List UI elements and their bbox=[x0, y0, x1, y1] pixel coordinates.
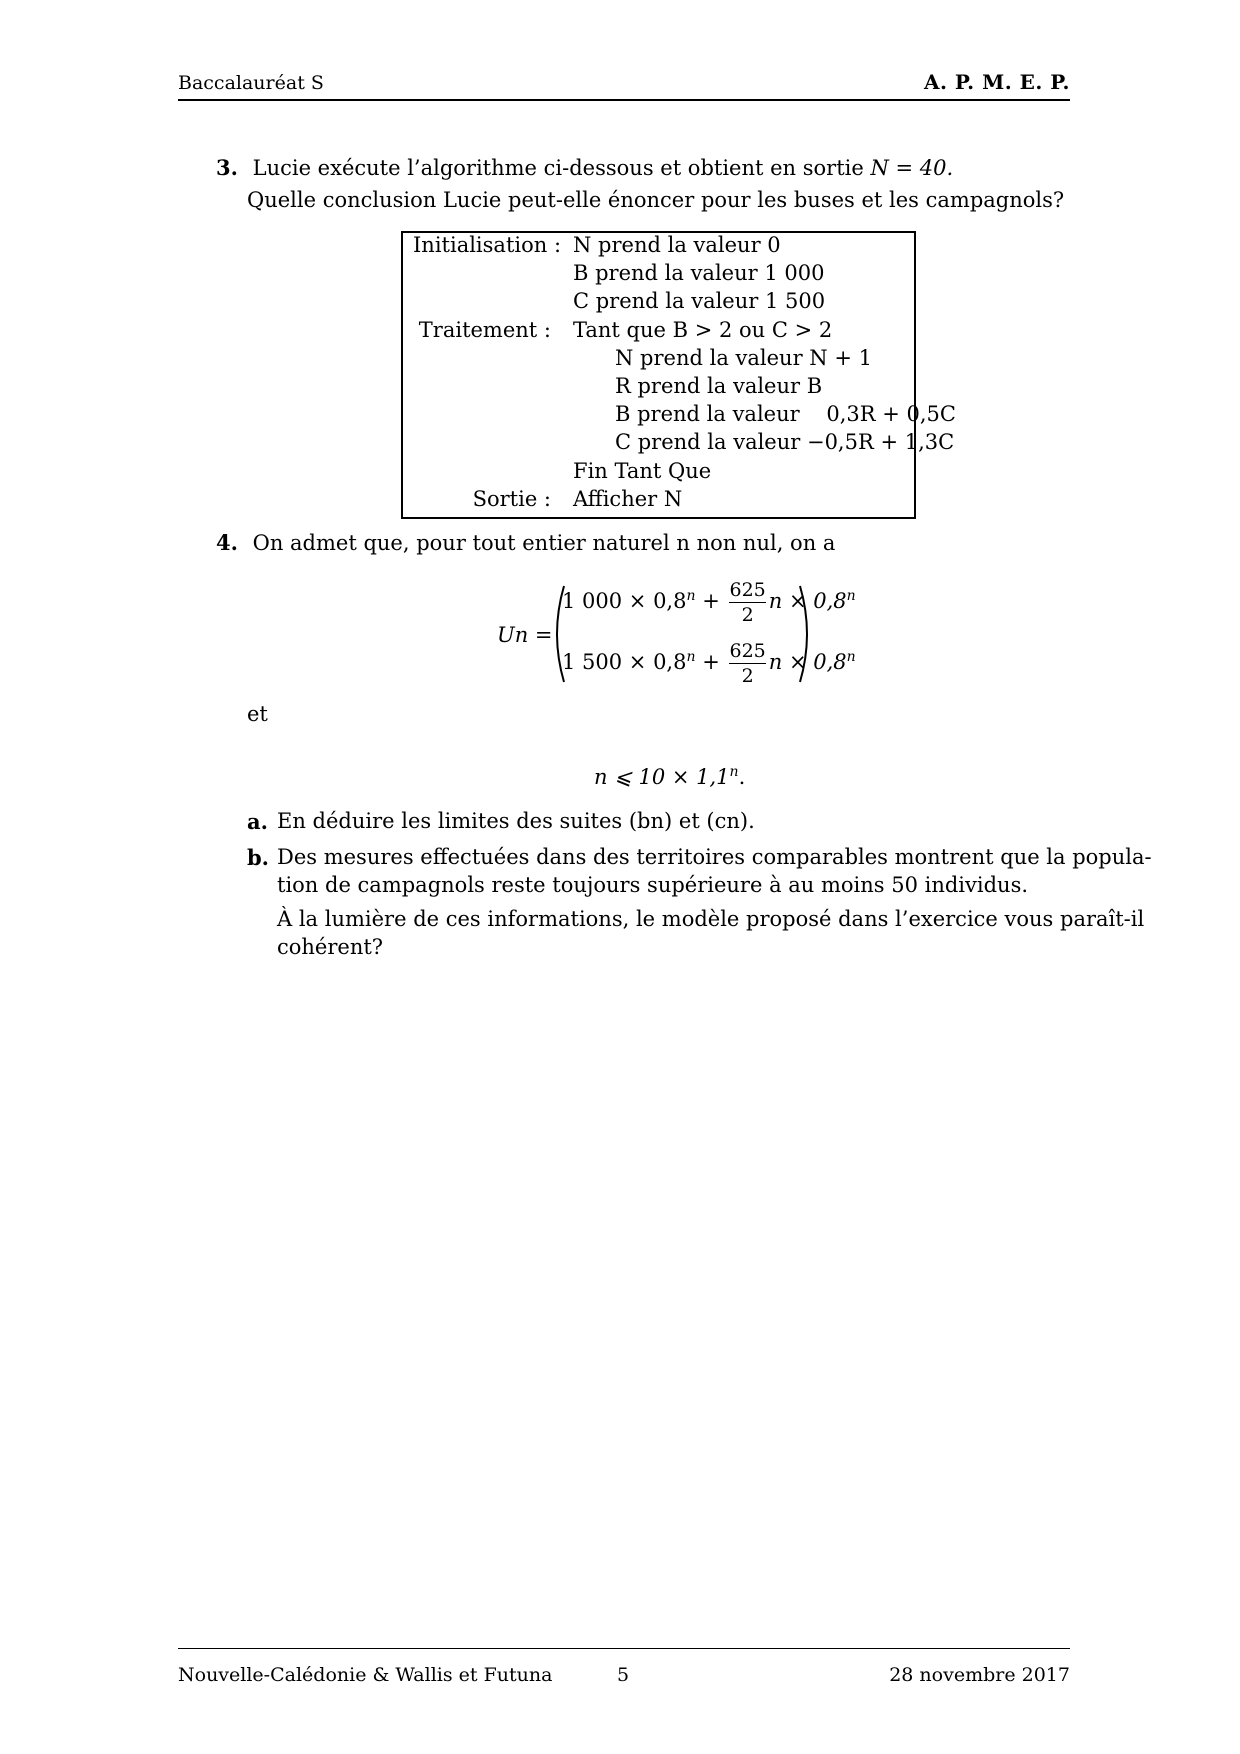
conjunction-et: et bbox=[247, 702, 268, 726]
footer-date: 28 novembre 2017 bbox=[889, 1664, 1070, 1686]
algorithm-init-label: Initialisation : bbox=[413, 233, 562, 257]
algorithm-output-label: Sortie : bbox=[472, 487, 551, 511]
page-number: 5 bbox=[617, 1664, 630, 1686]
inequality: n ⩽ $10 \times 1,1^n$. bbox=[594, 764, 746, 789]
algorithm-init-line-1: N prend la valeur 0 bbox=[573, 233, 781, 257]
part-b-line-4: cohérent? bbox=[277, 935, 384, 959]
fraction-1: $\frac{625}{2}$ bbox=[729, 579, 766, 626]
algorithm-end-while: Fin Tant Que bbox=[573, 459, 712, 483]
part-b: b. bbox=[247, 845, 269, 870]
algorithm-output-line: Afficher N bbox=[573, 487, 683, 511]
question-4-number: 4. bbox=[216, 530, 238, 555]
part-b-line-3: À la lumière de ces informations, le modèle proposé dans l’exercice vous paraît-il bbox=[277, 907, 1145, 931]
footer-rule bbox=[178, 1648, 1070, 1649]
algorithm-treat-label: Traitement : bbox=[418, 318, 551, 342]
fraction-2: $\frac{625}{2}$ bbox=[729, 640, 766, 687]
question-4-line bbox=[216, 530, 835, 555]
footer-location: Nouvelle-Calédonie & Wallis et Futuna bbox=[178, 1664, 553, 1686]
question-3-text-1: Lucie exécute l’algorithme ci-dessous et obtient en sortie bbox=[252, 156, 864, 180]
algorithm-loop-line-4: C prend la valeur −0,5R + 1,3C bbox=[615, 430, 955, 454]
algorithm-box bbox=[401, 231, 956, 519]
question-3-number: 3. bbox=[216, 155, 238, 180]
algorithm-loop-line-2: R prend la valeur B bbox=[615, 374, 823, 398]
part-b-line-2: tion de campagnols reste toujours supérieure à au moins 50 individus. bbox=[277, 873, 1029, 897]
header-title: Baccalauréat S bbox=[178, 72, 324, 94]
header-rule bbox=[178, 99, 1070, 101]
question-4-intro: On admet que, pour tout entier naturel n non nul, on a bbox=[252, 531, 836, 555]
question-3-math: N = 40. bbox=[870, 156, 954, 180]
part-b-line-1: Des mesures effectuées dans des territoires comparables montrent que la popula- bbox=[277, 845, 1152, 869]
matrix-row-2: 1 $500 \times 0,8^n$ + $\frac{625}{2}$ $n \times 0,8^n$ bbox=[562, 640, 856, 687]
part-a: a. En déduire les limites des suites (bn) et (cn). bbox=[247, 809, 755, 834]
part-a-text: En déduire les limites des suites (bn) et (cn). bbox=[277, 809, 755, 833]
question-3-line-1 bbox=[216, 155, 953, 180]
algorithm-loop-line-3: B prend la valeur 0,3R + 0,5C bbox=[615, 402, 956, 426]
formula-lhs: Un = bbox=[497, 623, 553, 647]
algorithm-init-line-3: C prend la valeur 1 500 bbox=[573, 289, 826, 313]
algorithm-init-line-2: B prend la valeur 1 000 bbox=[573, 261, 825, 285]
header-organization: A. P. M. E. P. bbox=[923, 70, 1070, 94]
algorithm-loop-line-1: N prend la valeur N + 1 bbox=[615, 346, 872, 370]
matrix-row-1: 1 $000 \times 0,8^n$ + $\frac{625}{2}$ $n \times 0,8^n$ bbox=[562, 579, 856, 626]
question-3-text-2: Quelle conclusion Lucie peut-elle énoncer pour les buses et les campagnols? bbox=[247, 188, 1065, 212]
algorithm-while-line: Tant que B > 2 ou C > 2 bbox=[573, 318, 833, 342]
